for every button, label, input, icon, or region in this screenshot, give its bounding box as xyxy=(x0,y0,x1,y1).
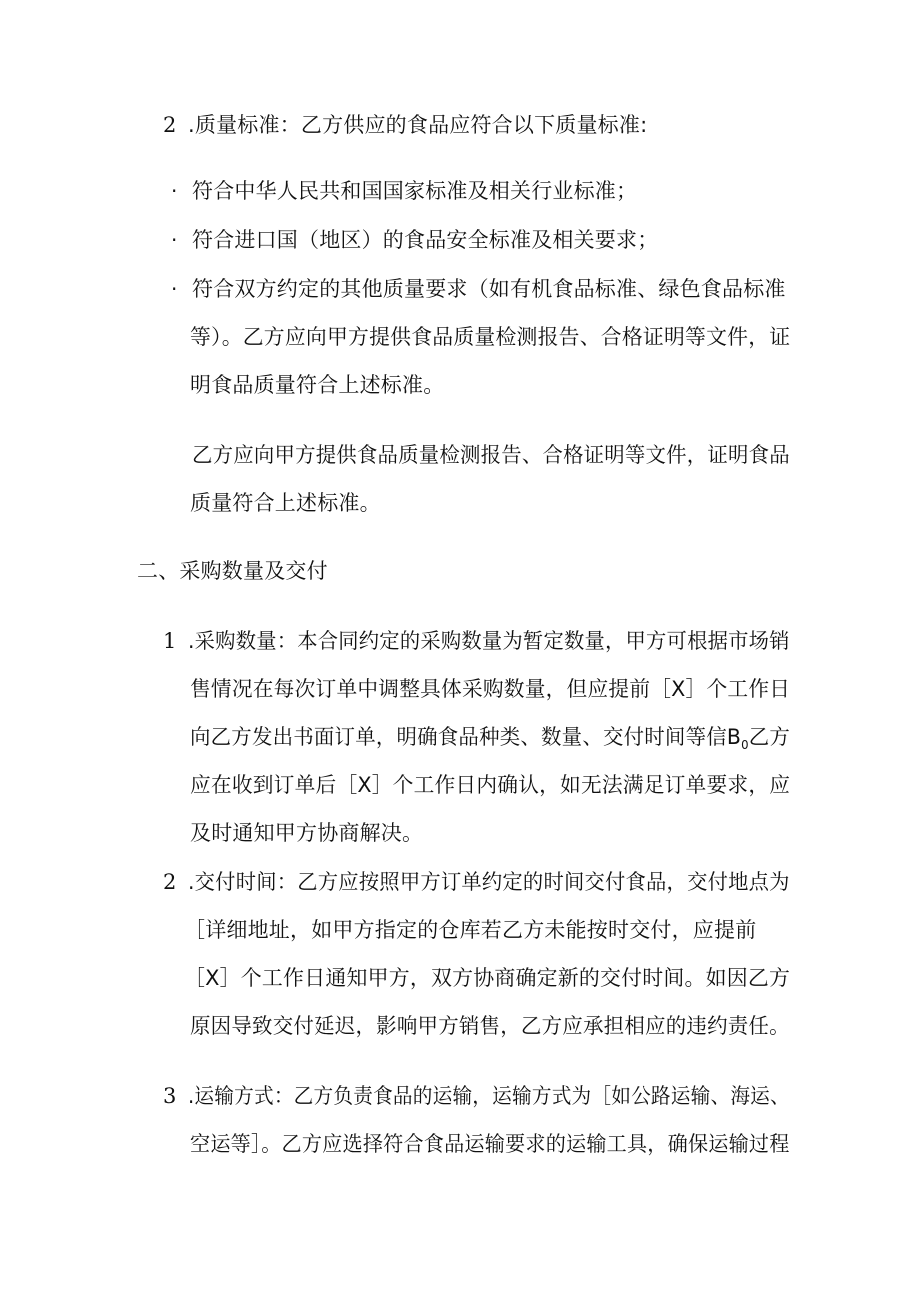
item-text: .运输方式：乙方负责食品的运输，运输方式为［如公路运输、海运、 xyxy=(188,1084,790,1108)
bullet-dot: · xyxy=(171,179,178,203)
item-number: 2 xyxy=(163,113,177,137)
item-text: ［详细地址，如甲方指定的仓库若乙方未能按时交付，应提前 xyxy=(184,918,757,942)
item-number: 3 xyxy=(163,1084,177,1108)
item-text-tail: 乙方 xyxy=(748,725,791,749)
bullet-text: 符合进口国（地区）的食品安全标准及相关要求； xyxy=(192,228,659,252)
item-text xyxy=(190,722,790,760)
item-number: 2 xyxy=(163,870,177,894)
item-text: 空运等］。乙方应选择符合食品运输要求的运输工具，确保运输过程 xyxy=(190,1132,790,1156)
quality-heading: .质量标准：乙方供应的食品应符合以下质量标准: xyxy=(188,113,648,137)
paragraph: 质量符合上述标准。 xyxy=(190,491,381,515)
bullet-text: 符合中华人民共和国国家标准及相关行业标准； xyxy=(192,179,638,203)
bullet-dot: · xyxy=(171,277,178,301)
item-text: 原因导致交付延迟，影响甲方销售，乙方应承担相应的违约责任。 xyxy=(190,1014,790,1038)
bullet-dot: · xyxy=(171,228,178,252)
item-text-main: 向乙方发出书面订单，明确食品种类、数量、交付时间等信B xyxy=(190,725,742,749)
item-text: 应在收到订单后［X］个工作日内确认，如无法满足订单要求，应 xyxy=(190,773,791,797)
item-text: .交付时间：乙方应按照甲方订单约定的时间交付食品，交付地点为 xyxy=(188,870,790,894)
bullet-text: 等）。乙方应向甲方提供食品质量检测报告、合格证明等文件，证 xyxy=(190,325,791,349)
section-title: 二、采购数量及交付 xyxy=(137,559,328,583)
paragraph: 乙方应向甲方提供食品质量检测报告、合格证明等文件，证明食品 xyxy=(192,443,790,467)
item-text: ［X］个工作日通知甲方，双方协商确定新的交付时间。如因乙方 xyxy=(184,966,791,990)
item-text: 及时通知甲方协商解决。 xyxy=(190,821,424,845)
bullet-text: 符合双方约定的其他质量要求（如有机食品标准、绿色食品标准 xyxy=(192,277,786,301)
bullet-text: 明食品质量符合上述标准。 xyxy=(190,373,445,397)
item-text: .采购数量：本合同约定的采购数量为暂定数量，甲方可根据市场销 xyxy=(188,629,790,653)
item-text: 售情况在每次订单中调整具体采购数量，但应提前［X］个工作日 xyxy=(190,677,791,701)
subscript: 0 xyxy=(741,738,749,753)
item-number: 1 xyxy=(163,629,177,653)
